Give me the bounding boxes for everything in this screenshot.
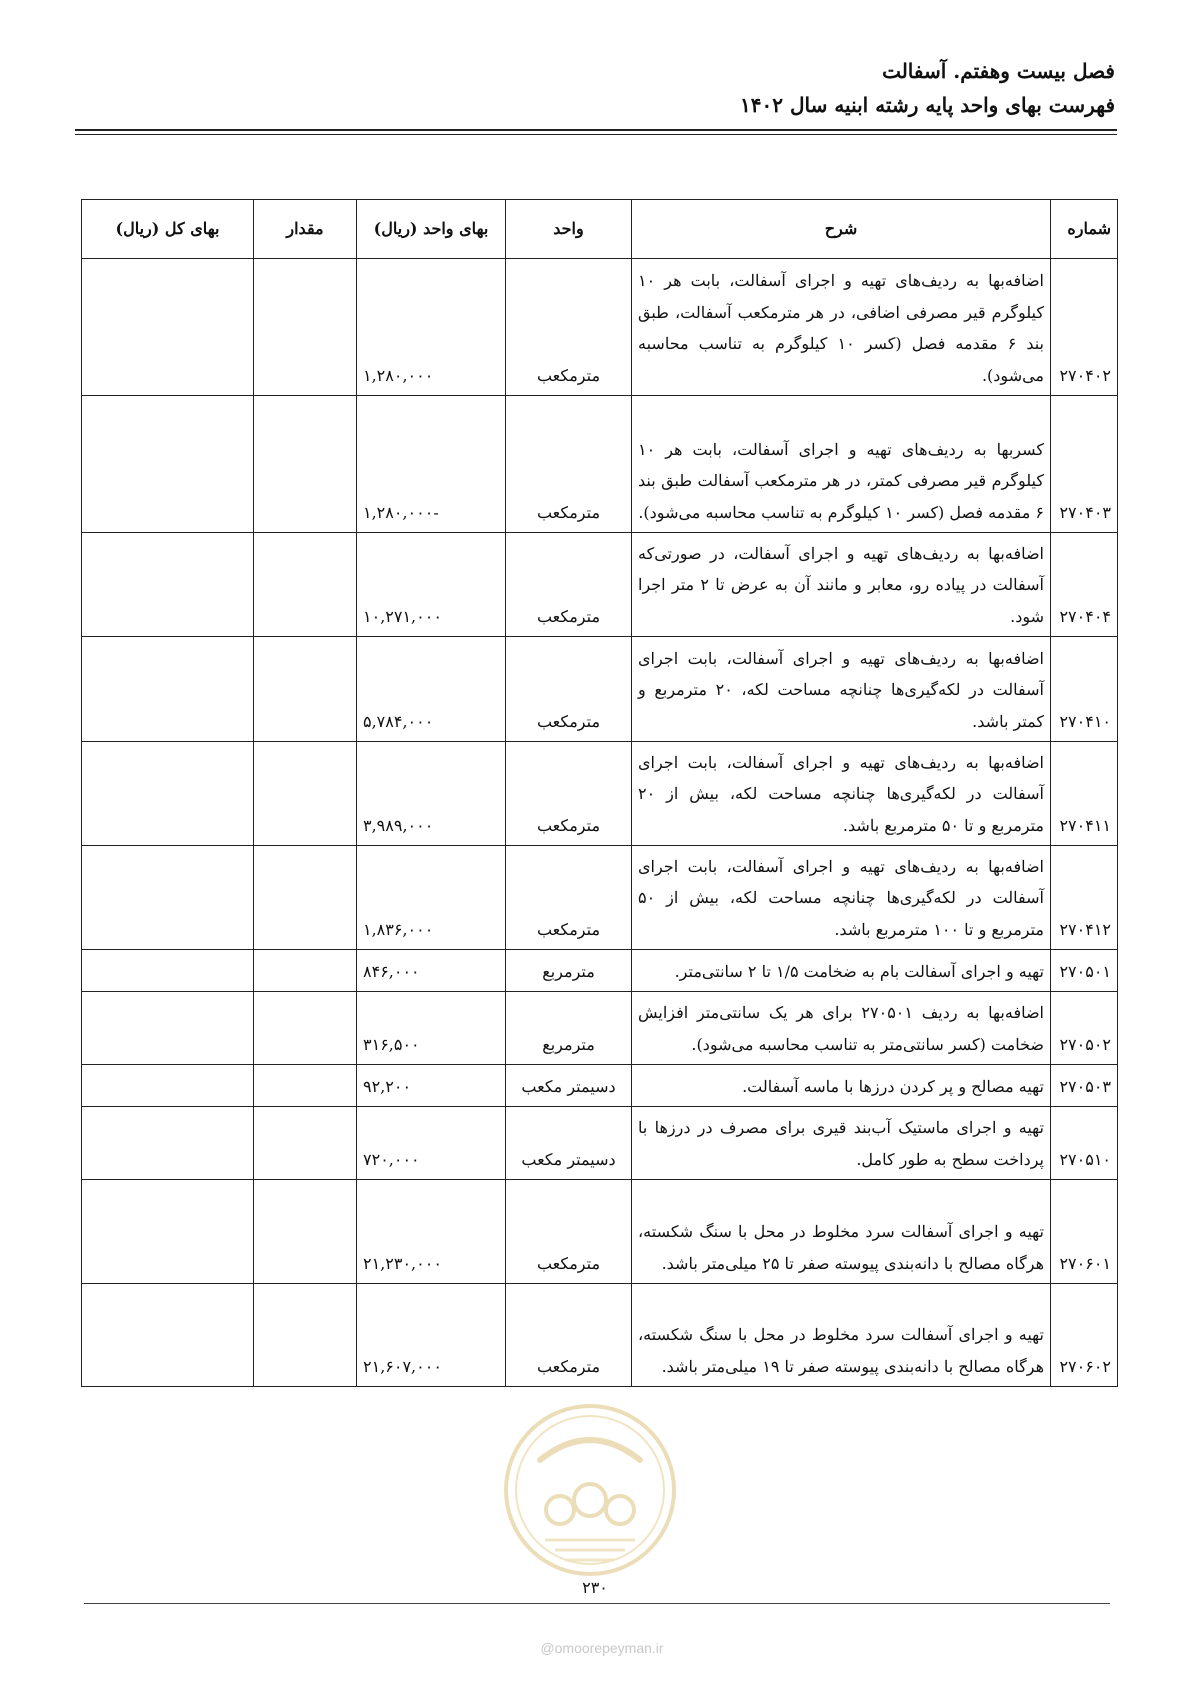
item-quantity (254, 396, 357, 533)
table-row (82, 950, 1118, 992)
item-unit-price: ۱۰,۲۷۱,۰۰۰ (357, 533, 506, 637)
item-total-price (82, 1107, 254, 1180)
item-description: کسربها به ردیف‌های تهیه و اجرای آسفالت، بابت هر ۱۰ کیلوگرم قیر مصرفی کمتر، در هر مترمکعب آسفالت طبق بند ۶ مقدمه فصل (کسر ۱۰ کیلوگرم به تناسب محاسبه می‌شود). (632, 396, 1051, 533)
header-description: شرح (632, 200, 1051, 259)
item-unit: مترمکعب (506, 846, 632, 950)
item-total-price (82, 742, 254, 846)
item-quantity (254, 1107, 357, 1180)
table-row (82, 259, 1118, 396)
table-row (82, 992, 1118, 1065)
item-unit: مترمکعب (506, 1180, 632, 1284)
item-code: ۲۷۰۶۰۲ (1051, 1284, 1118, 1387)
item-code: ۲۷۰۴۰۴ (1051, 533, 1118, 637)
header-total-price: بهای کل (ریال) (82, 200, 254, 259)
item-total-price (82, 637, 254, 742)
item-quantity (254, 1065, 357, 1107)
item-unit-price: ۳۱۶,۵۰۰ (357, 992, 506, 1065)
item-quantity (254, 533, 357, 637)
item-quantity (254, 846, 357, 950)
item-total-price (82, 396, 254, 533)
item-quantity (254, 950, 357, 992)
item-unit: مترمکعب (506, 259, 632, 396)
item-total-price (82, 533, 254, 637)
chapter-title: فصل بیست وهفتم. آسفالت (882, 59, 1115, 83)
table-row (82, 1180, 1118, 1284)
item-description: اضافه‌بها به ردیف‌های تهیه و اجرای آسفالت، بابت اجرای آسفالت در لکه‌گیری‌ها چنانچه مساحت لکه، ۲۰ مترمربع و کمتر باشد. (632, 637, 1051, 742)
item-quantity (254, 637, 357, 742)
item-description: تهیه و اجرای آسفالت بام به ضخامت ۱/۵ تا ۲ سانتی‌متر. (632, 950, 1051, 992)
item-total-price (82, 1065, 254, 1107)
table-row (82, 533, 1118, 637)
item-description: تهیه و اجرای آسفالت سرد مخلوط در محل با سنگ شکسته، هرگاه مصالح با دانه‌بندی پیوسته صفر تا ۲۵ میلی‌متر باشد. (632, 1180, 1051, 1284)
item-unit-price: ۹۲,۲۰۰ (357, 1065, 506, 1107)
watermark-logo (500, 1400, 680, 1580)
page-header (75, 56, 1115, 120)
item-total-price (82, 1180, 254, 1284)
item-quantity (254, 742, 357, 846)
page-number: ۲۳۰ (582, 1578, 608, 1597)
table-row (82, 1107, 1118, 1180)
item-description: اضافه‌بها به ردیف‌های تهیه و اجرای آسفالت، در صورتی‌که آسفالت در پیاده رو، معابر و مانند آن به عرض تا ۲ متر اجرا شود. (632, 533, 1051, 637)
item-total-price (82, 992, 254, 1065)
item-code: ۲۷۰۵۰۲ (1051, 992, 1118, 1065)
item-total-price (82, 1284, 254, 1387)
footer-handle: @omoorepeyman.ir (540, 1640, 664, 1656)
item-code: ۲۷۰۴۱۰ (1051, 637, 1118, 742)
item-description: تهیه مصالح و پر کردن درزها با ماسه آسفالت. (632, 1065, 1051, 1107)
header-unit: واحد (506, 200, 632, 259)
item-unit: مترمکعب (506, 742, 632, 846)
header-divider-thin (75, 134, 1117, 135)
item-unit: دسیمتر مکعب (506, 1107, 632, 1180)
item-unit: مترمربع (506, 950, 632, 992)
item-unit-price: ۸۴۶,۰۰۰ (357, 950, 506, 992)
item-code: ۲۷۰۴۰۲ (1051, 259, 1118, 396)
item-description: تهیه و اجرای آسفالت سرد مخلوط در محل با سنگ شکسته، هرگاه مصالح با دانه‌بندی پیوسته صفر تا ۱۹ میلی‌متر باشد. (632, 1284, 1051, 1387)
item-code: ۲۷۰۵۰۱ (1051, 950, 1118, 992)
table-header-row (82, 200, 1118, 259)
item-unit: مترمکعب (506, 533, 632, 637)
item-total-price (82, 846, 254, 950)
item-unit: مترمکعب (506, 396, 632, 533)
header-divider (75, 129, 1117, 131)
item-quantity (254, 1180, 357, 1284)
table-body (82, 259, 1118, 1387)
item-description: اضافه‌بها به ردیف‌های تهیه و اجرای آسفالت، بابت اجرای آسفالت در لکه‌گیری‌ها چنانچه مساحت لکه، بیش از ۵۰ مترمربع و تا ۱۰۰ مترمربع باشد. (632, 846, 1051, 950)
item-unit-price: ۱,۸۳۶,۰۰۰ (357, 846, 506, 950)
item-total-price (82, 259, 254, 396)
item-total-price (82, 950, 254, 992)
item-unit-price: ۵,۷۸۴,۰۰۰ (357, 637, 506, 742)
item-unit-price: ۲۱,۲۳۰,۰۰۰ (357, 1180, 506, 1284)
table-row (82, 742, 1118, 846)
item-unit-price: ۲۱,۶۰۷,۰۰۰ (357, 1284, 506, 1387)
item-code: ۲۷۰۴۰۳ (1051, 396, 1118, 533)
price-list-title: فهرست بهای واحد پایه رشته ابنیه سال ۱۴۰۲ (740, 93, 1115, 117)
table-row (82, 1065, 1118, 1107)
item-code: ۲۷۰۶۰۱ (1051, 1180, 1118, 1284)
item-unit-price: ۷۲۰,۰۰۰ (357, 1107, 506, 1180)
table-row (82, 637, 1118, 742)
item-unit-price: ۱,۲۸۰,۰۰۰ (357, 259, 506, 396)
item-quantity (254, 992, 357, 1065)
item-unit: مترمربع (506, 992, 632, 1065)
item-unit: مترمکعب (506, 637, 632, 742)
table-row (82, 396, 1118, 533)
item-unit: مترمکعب (506, 1284, 632, 1387)
item-code: ۲۷۰۴۱۲ (1051, 846, 1118, 950)
table-row (82, 846, 1118, 950)
item-description: تهیه و اجرای ماستیک آب‌بند قیری برای مصرف در درزها با پرداخت سطح به طور کامل. (632, 1107, 1051, 1180)
header-code: شماره (1051, 200, 1118, 259)
item-description: اضافه‌بها به ردیف ۲۷۰۵۰۱ برای هر یک سانتی‌متر افزایش ضخامت (کسر سانتی‌متر به تناسب محاسبه می‌شود). (632, 992, 1051, 1065)
item-quantity (254, 1284, 357, 1387)
item-code: ۲۷۰۴۱۱ (1051, 742, 1118, 846)
item-unit-price: ۳,۹۸۹,۰۰۰ (357, 742, 506, 846)
header-quantity: مقدار (254, 200, 357, 259)
item-quantity (254, 259, 357, 396)
item-description: اضافه‌بها به ردیف‌های تهیه و اجرای آسفالت، بابت هر ۱۰ کیلوگرم قیر مصرفی اضافی، در هر مترمکعب آسفالت، طبق بند ۶ مقدمه فصل (کسر ۱۰ کیلوگرم به تناسب محاسبه می‌شود). (632, 259, 1051, 396)
item-code: ۲۷۰۵۰۳ (1051, 1065, 1118, 1107)
item-description: اضافه‌بها به ردیف‌های تهیه و اجرای آسفالت، بابت اجرای آسفالت در لکه‌گیری‌ها چنانچه مساحت لکه، بیش از ۲۰ مترمربع و تا ۵۰ مترمربع باشد. (632, 742, 1051, 846)
table-row (82, 1284, 1118, 1387)
header-unit-price: بهای واحد (ریال) (357, 200, 506, 259)
item-unit-price: -۱,۲۸۰,۰۰۰ (357, 396, 506, 533)
footer-divider (84, 1603, 1110, 1604)
item-unit: دسیمتر مکعب (506, 1065, 632, 1107)
item-code: ۲۷۰۵۱۰ (1051, 1107, 1118, 1180)
price-table (81, 199, 1118, 1387)
